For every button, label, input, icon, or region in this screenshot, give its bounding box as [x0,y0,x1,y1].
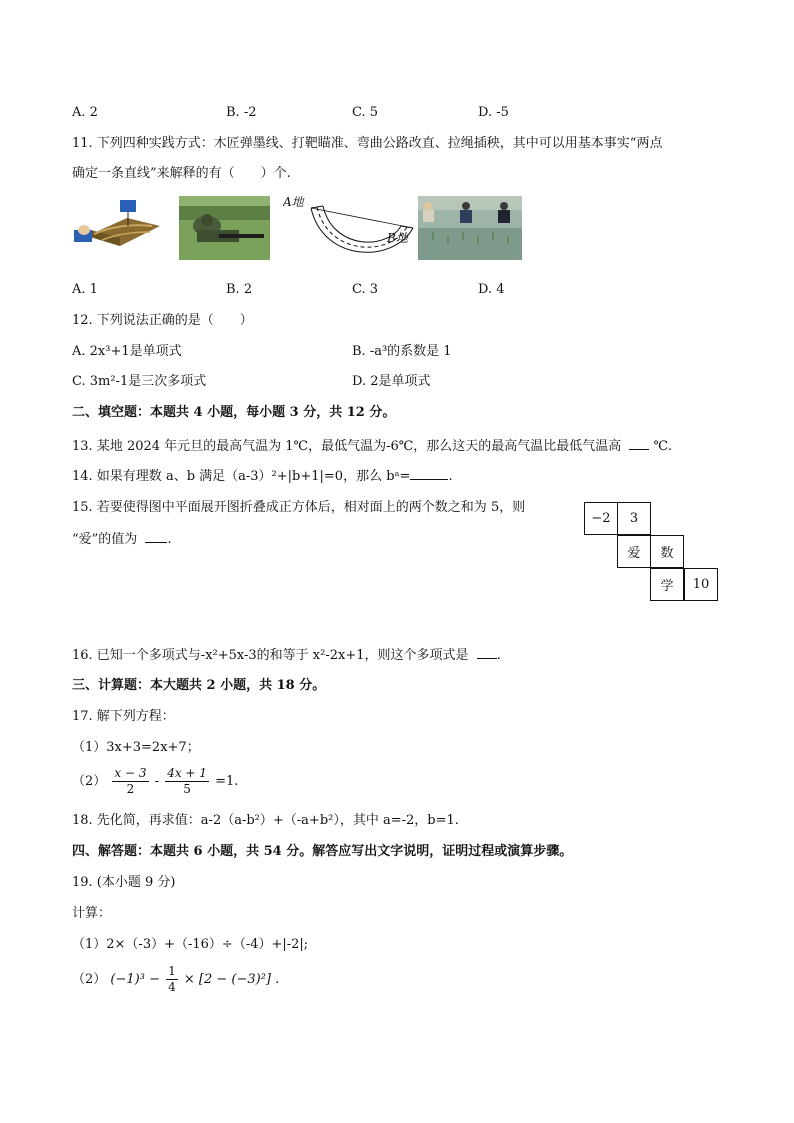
cube-face: −2 [584,502,618,535]
q10-option-d: D. -5 [478,105,509,120]
road-label-a: A地 [283,195,304,209]
q15-text-line1: 15. 若要使得图中平面展开图折叠成正方体后，相对面上的两个数之和为 5，则 [72,500,526,515]
q10-option-b: B. -2 [226,105,257,120]
section-2-heading: 二、填空题：本题共 4 小题，每小题 3 分，共 12 分。 [72,405,396,420]
q15-end: . [167,532,172,547]
q19-calc-label: 计算： [72,906,112,921]
carpenter-ink-line-picture [72,196,162,248]
road-label-b: B地 [387,231,408,245]
q19-part2-expr-a: (−1)³ − [110,972,160,987]
q17-fraction-2-numerator: 4x + 1 [167,766,207,780]
q19-fraction-numerator: 1 [168,964,176,978]
q17-fraction-1-denominator: 2 [126,782,135,796]
q17-part2 [72,766,238,798]
cube-face: 爱 [617,535,651,568]
q11-option-b: B. 2 [226,282,253,297]
q15-stem: “爱”的值为 [72,532,138,547]
rice-planting-picture [418,196,522,260]
q15-answer-blank[interactable] [145,530,167,543]
shooting-aim-picture [179,196,270,260]
q17-part2-prefix: （2） [72,774,107,789]
q19-header: 19. (本小题 9 分) [72,875,176,890]
q12-option-c: C. 3m²-1是三次多项式 [72,374,207,389]
q11-option-a: A. 1 [72,282,98,297]
q17-fraction-2 [165,766,209,797]
q17-text: 17. 解下列方程： [72,709,175,724]
q17-part2-tail: =1. [215,774,239,789]
q12-text: 12. 下列说法正确的是（ ） [72,313,253,328]
q12-option-b: B. -a³的系数是 1 [352,344,452,359]
q16-text [72,646,501,665]
q17-fraction-1-numerator: x − 3 [114,766,147,780]
q14-stem: 14. 如果有理数 a、b 满足（a-3）²+|b+1|=0，那么 bᵃ= [72,469,411,484]
q13-stem: 13. 某地 2024 年元旦的最高气温为 1℃，最低气温为-6℃，那么这天的最高气温比最低气温高 [72,439,622,454]
q19-part1: （1）2×（-3）+（-16）÷（-4）+|-2|; [72,937,309,952]
q17-fraction-2-denominator: 5 [183,782,191,796]
q11-text-line2: 确定一条直线”来解释的有（ ）个. [72,166,291,181]
q16-stem: 16. 已知一个多项式与-x²+5x-3的和等于 x²-2x+1，则这个多项式是 [72,648,469,663]
q17-fraction-1 [112,766,148,797]
section-3-heading: 三、计算题：本大题共 2 小题，共 18 分。 [72,678,326,693]
curved-road-picture [283,192,415,266]
q10-option-c: C. 5 [352,105,379,120]
cube-face: 3 [617,502,651,535]
q12-option-a: A. 2x³+1是单项式 [72,344,182,359]
q16-end: . [496,648,501,663]
cube-face: 10 [684,568,718,601]
q17-part1: （1）3x+3=2x+7； [72,740,200,755]
q19-part2 [72,964,279,996]
q15-text-line2 [72,530,172,549]
cube-face: 学 [650,568,684,601]
q13-answer-blank[interactable] [629,437,649,450]
q17-minus: - [154,774,160,789]
q11-option-c: C. 3 [352,282,379,297]
q14-text [72,467,453,486]
q12-option-d: D. 2是单项式 [352,374,431,389]
section-4-heading: 四、解答题：本题共 6 小题，共 54 分。解答应写出文字说明，证明过程或演算步骤。 [72,844,573,859]
q19-fraction-denominator: 4 [168,980,176,994]
q14-end: . [448,469,453,484]
q11-option-d: D. 4 [478,282,505,297]
q19-fraction [166,964,178,995]
q19-part2-expr-b: × [2 − (−3)²] . [183,972,280,987]
q14-answer-blank[interactable] [410,467,448,480]
cube-face: 数 [650,535,684,568]
q10-option-a: A. 2 [72,105,98,120]
q11-text-line1: 11. 下列四种实践方式：木匠弹墨线、打靶瞄准、弯曲公路改直、拉绳插秧，其中可以用基本事实“两点 [72,136,663,151]
q13-unit: ℃. [653,439,673,454]
q16-answer-blank[interactable] [477,646,497,659]
q18-text: 18. 先化简，再求值：a-2（a-b²）+（-a+b²），其中 a=-2，b=1. [72,813,459,828]
q13-text [72,437,672,456]
q19-part2-prefix: （2） [72,972,107,987]
